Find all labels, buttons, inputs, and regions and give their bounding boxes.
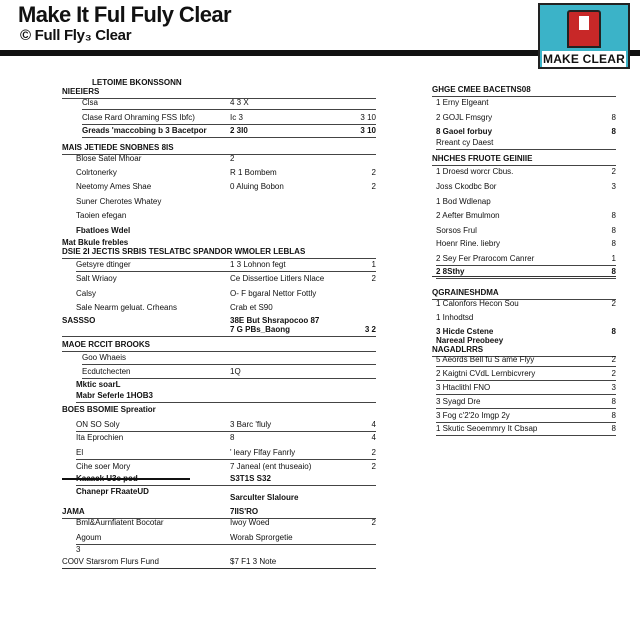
row-label: NIEEIERS xyxy=(62,87,100,96)
row-value: Worab Sprorgetie xyxy=(230,533,293,542)
row-label: MAIS JETIEDE SNOBNES 8IS xyxy=(62,143,174,152)
form-row xyxy=(436,422,616,436)
row-count: 2 xyxy=(371,518,376,527)
row-label: Joss Ckodbc Bor xyxy=(436,182,497,191)
section-heading xyxy=(62,338,376,352)
row-label: GHGE CMEE BACETNS08 xyxy=(432,85,531,94)
row-label: 1 Bod Wdlenap xyxy=(436,197,491,206)
row-label: Mabr Seferle 1HOB3 xyxy=(76,391,153,400)
section-heading xyxy=(62,491,376,504)
row-label: 1 Droesd worcr Cbus. xyxy=(436,167,514,176)
form-row xyxy=(436,381,616,395)
row-label: NAGADLRRS xyxy=(432,345,484,354)
row-value: Sarculter Slaloure xyxy=(230,493,299,502)
row-label: 2 GOJL Fmsgry xyxy=(436,113,493,122)
row-label: 1 Calonfors Hecon Sou xyxy=(436,299,519,308)
row-value: Crab et S90 xyxy=(230,303,273,312)
row-label: Mktic soarL xyxy=(76,380,121,389)
row-count: 8 xyxy=(611,267,616,276)
section-heading xyxy=(82,124,376,138)
row-count: 2 xyxy=(611,299,616,308)
row-value: 7 G PBs_Baong xyxy=(230,325,291,334)
divider xyxy=(432,276,616,277)
row-value: 8 xyxy=(230,433,235,442)
row-label: Ita Eprochien xyxy=(76,433,124,442)
row-value: 7IIS'RO xyxy=(230,507,259,516)
row-value: 7 Janeal (ent thuseaio) xyxy=(230,462,312,471)
section-heading xyxy=(62,323,376,337)
divider xyxy=(62,478,190,480)
row-count: 4 xyxy=(371,433,376,442)
row-label: JAMA xyxy=(62,507,85,516)
row-count: 8 xyxy=(611,239,616,248)
row-count: 1 xyxy=(371,260,376,269)
row-value: $7 F1 3 Note xyxy=(230,557,277,566)
row-value: 2 3I0 xyxy=(230,126,248,135)
row-count: 3 xyxy=(611,383,616,392)
row-value: Ic 3 xyxy=(230,113,243,122)
row-count: 2 xyxy=(371,448,376,457)
row-count: 2 xyxy=(371,462,376,471)
form-row xyxy=(76,287,376,300)
row-label: Clsa xyxy=(82,98,99,107)
form-row xyxy=(76,446,376,460)
row-count: 2 xyxy=(371,274,376,283)
row-label: Nareeal Preobeey xyxy=(436,336,504,345)
form-row xyxy=(436,311,616,324)
row-label: Sale Nearm geluat. Crheans xyxy=(76,303,177,312)
row-label: 2 Aefter Bmulmon xyxy=(436,211,500,220)
form-row xyxy=(76,431,376,444)
row-label: NHCHES FRUOTE GEINIIE xyxy=(432,154,533,163)
section-heading xyxy=(432,152,616,166)
row-label: BOES BSOMIE Spreatior xyxy=(62,405,156,414)
row-count: 8 xyxy=(611,397,616,406)
form-row xyxy=(82,96,376,110)
row-label: 3 Hicde Cstene xyxy=(436,327,494,336)
section-heading xyxy=(62,403,376,416)
section-heading xyxy=(62,245,376,259)
row-count: 2 xyxy=(611,167,616,176)
row-label: Mat Bkule frebles xyxy=(62,238,129,247)
row-value: 4 3 X xyxy=(230,98,249,107)
form-row xyxy=(76,272,376,285)
row-count: 3 10 xyxy=(360,113,376,122)
row-value: 1 3 Lohnon fegt xyxy=(230,260,286,269)
row-label: Bml&Aurnfiatent Bocotar xyxy=(76,518,164,527)
form-row xyxy=(76,166,376,179)
row-label: Goo Whaeis xyxy=(82,353,127,362)
row-value: S3T1S S32 xyxy=(230,474,271,483)
row-count: 1 xyxy=(611,254,616,263)
row-label: Chanepr FRaateUD xyxy=(76,487,149,496)
row-count: 8 xyxy=(611,226,616,235)
row-label: LETOIME BKONSSONN xyxy=(92,78,182,87)
form-row xyxy=(76,195,376,208)
row-label: 3 Fog c'2'2o Imgp 2y xyxy=(436,411,510,420)
row-label: QGRAINESHDMA xyxy=(432,288,499,297)
form-row xyxy=(76,209,376,222)
form-row xyxy=(82,365,376,379)
row-value: 2 xyxy=(230,154,235,163)
form-row xyxy=(76,301,376,314)
form-row xyxy=(436,237,616,250)
brand-logo xyxy=(538,3,630,69)
row-count: 2 xyxy=(611,369,616,378)
row-label: 5 Aeords Bell fu S ame Flyy xyxy=(436,355,535,364)
row-count: 8 xyxy=(611,327,616,336)
row-label: Ecdutchecten xyxy=(82,367,131,376)
row-label: 1 Erny Elgeant xyxy=(436,98,489,107)
form-row xyxy=(76,152,376,165)
row-value: 38E But Shsrapocoo 87 xyxy=(230,316,320,325)
row-count: 8 xyxy=(611,127,616,136)
row-label: 3 Syagd Dre xyxy=(436,397,481,406)
form-row xyxy=(436,209,616,222)
form-row xyxy=(436,297,616,310)
row-label: SASSSO xyxy=(62,316,96,325)
form-row xyxy=(436,165,616,178)
row-value: Ce Dissertioe Litlers Nlace xyxy=(230,274,325,283)
row-count: 8 xyxy=(611,424,616,433)
row-count: 3 2 xyxy=(364,325,376,334)
row-count: 4 xyxy=(371,420,376,429)
row-value: 3 Barc 'fluly xyxy=(230,420,272,429)
row-label: 8 Gaoel forbuy xyxy=(436,127,493,136)
row-value: Iwoy Woed xyxy=(230,518,270,527)
row-label: Salt Wriaoy xyxy=(76,274,117,283)
row-label: DSIE 2I JECTIS SRBIS TESLATBC SPANDOR WMOLER LEBLAS xyxy=(62,247,306,256)
row-value: 0 Aluing Bobon xyxy=(230,182,284,191)
row-label: El xyxy=(76,448,84,457)
form-row xyxy=(82,351,376,365)
form-row xyxy=(436,111,616,124)
form-row xyxy=(76,516,376,529)
row-label: 2 Kaigtni CVdL Lernbicvrery xyxy=(436,369,536,378)
row-label: Taoien efegan xyxy=(76,211,127,220)
form-row xyxy=(436,395,616,409)
form-row xyxy=(76,258,376,272)
row-label: Blose Satel Mhoar xyxy=(76,154,142,163)
form-row xyxy=(436,409,616,423)
row-count: 2 xyxy=(371,182,376,191)
logo-text: MAKE CLEAR xyxy=(543,52,625,66)
page-subtitle: © Full Fly₃ Clear xyxy=(20,27,132,44)
row-label: Fbatloes Wdel xyxy=(76,226,131,235)
row-label: Suner Cherotes Whatey xyxy=(76,197,162,206)
row-count: 3 xyxy=(611,182,616,191)
row-label: Getsyre dtinger xyxy=(76,260,131,269)
row-value: O- F bgaral Nettor Fottly xyxy=(230,289,317,298)
form-row xyxy=(436,353,616,367)
row-label: 3 xyxy=(76,545,81,554)
row-label: 1 Inhodtsd xyxy=(436,313,474,322)
row-label: 1 Skutic Seoemmry It Cbsap xyxy=(436,424,538,433)
row-label: ON SO Soly xyxy=(76,420,120,429)
row-count: 2 xyxy=(371,168,376,177)
form-row xyxy=(436,136,616,150)
row-label: CO0V Starsrom Flurs Fund xyxy=(62,557,159,566)
row-label: Agoum xyxy=(76,533,102,542)
form-row xyxy=(436,252,616,266)
row-label: Cihe soer Mory xyxy=(76,462,131,471)
form-row xyxy=(76,180,376,193)
divider xyxy=(62,568,376,569)
form-row xyxy=(82,111,376,125)
row-label: 2 8Sthy xyxy=(436,267,465,276)
row-label: 3 Htaclithl FNO xyxy=(436,383,491,392)
row-label: Greads 'maccobing b 3 Bacetpor xyxy=(82,126,207,135)
form-row xyxy=(436,367,616,381)
row-label: Sorsos Frul xyxy=(436,226,477,235)
row-label: 2 Sey Fer Prarocom Canrer xyxy=(436,254,535,263)
row-label: Hoenr Rine. liebry xyxy=(436,239,501,248)
row-count: 2 xyxy=(611,355,616,364)
form-row xyxy=(436,96,616,109)
row-label: MAOE RCCIT BROOKS xyxy=(62,340,150,349)
row-label: Clase Rard Ohraming FSS Ibfc) xyxy=(82,113,195,122)
section-heading xyxy=(432,83,616,97)
form-row xyxy=(62,555,376,568)
row-value: R 1 Bombem xyxy=(230,168,277,177)
row-label: Colrtonerky xyxy=(76,168,117,177)
row-label: Neetomy Ames Shae xyxy=(76,182,152,191)
row-count: 3 10 xyxy=(360,126,376,135)
form-row xyxy=(436,195,616,208)
section-heading xyxy=(76,389,376,403)
form-row xyxy=(436,224,616,237)
row-count: 8 xyxy=(611,113,616,122)
row-label: Rreant cy Daest xyxy=(436,138,494,147)
page-title: Make It Ful Fuly Clear xyxy=(18,2,231,27)
row-label: Calsy xyxy=(76,289,97,298)
row-count: 8 xyxy=(611,411,616,420)
row-value: ' leary Flfay Fanrly xyxy=(230,448,296,457)
row-value: 1Q xyxy=(230,367,241,376)
red-can-icon xyxy=(567,10,601,48)
form-row xyxy=(76,418,376,432)
form-row xyxy=(436,180,616,193)
row-count: 8 xyxy=(611,211,616,220)
